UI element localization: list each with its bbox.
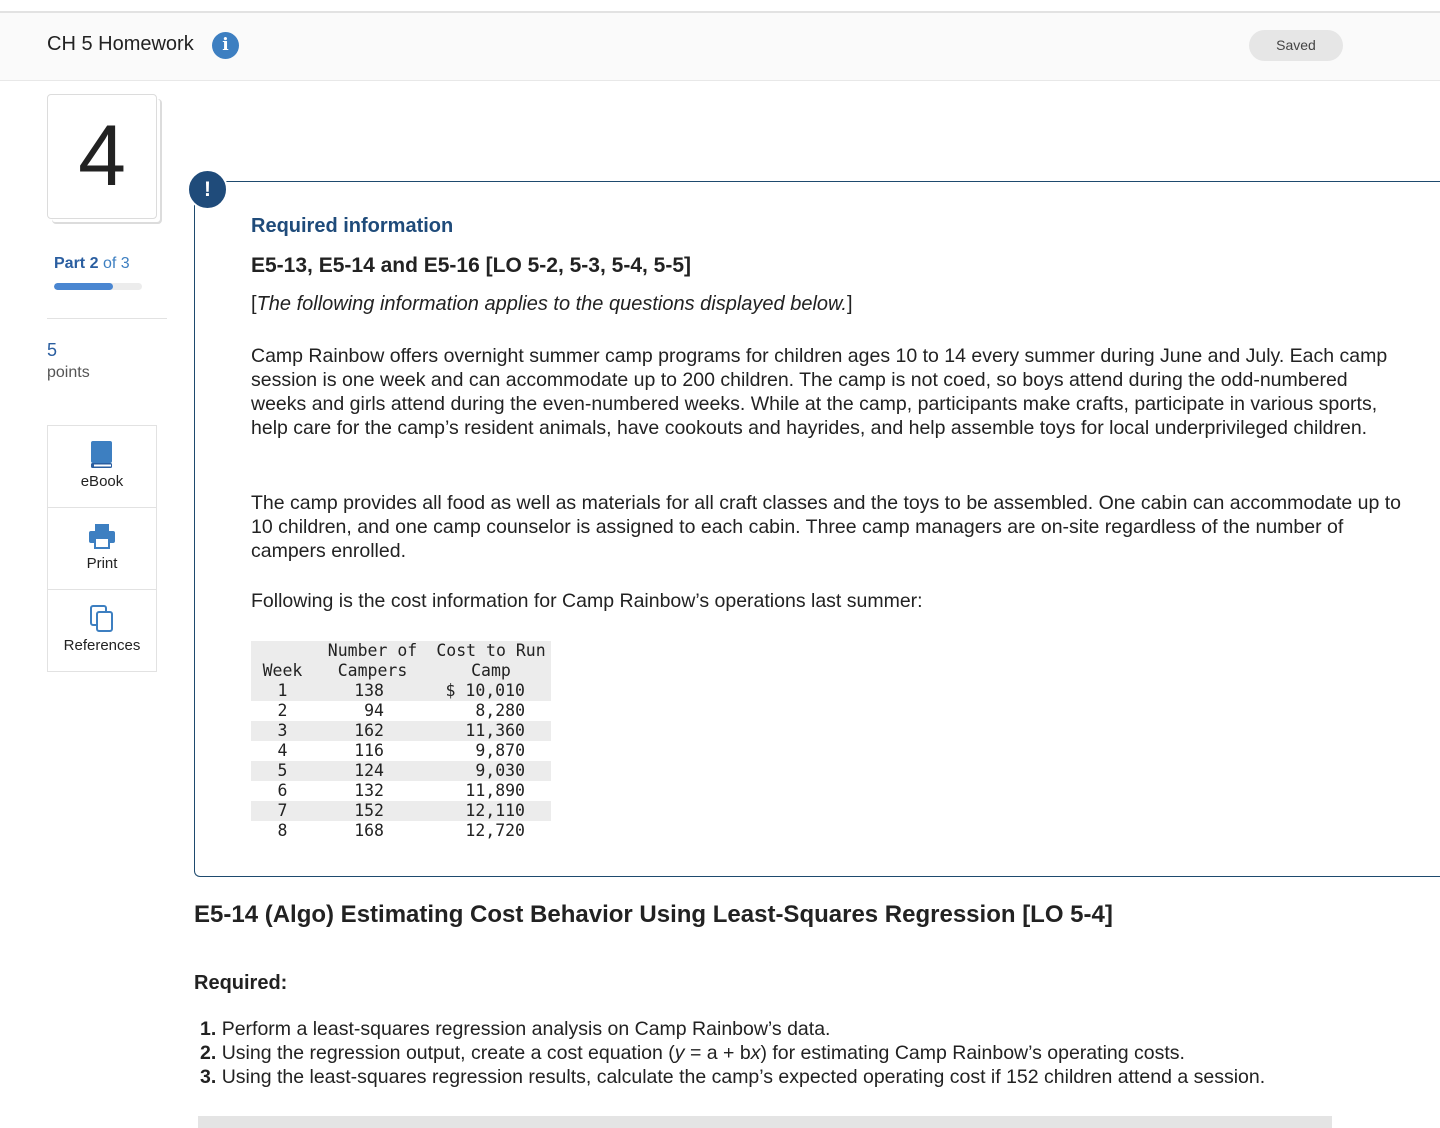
required-label: Required: [194, 972, 288, 994]
answer-area-top-edge [198, 1116, 1332, 1128]
scenario-paragraph-3: Following is the cost information for Camp Rainbow’s operations last summer: [251, 590, 923, 612]
required-information-heading: Required information [251, 215, 454, 237]
equation-x: x [750, 1042, 761, 1064]
week-cell: 7 [277, 801, 288, 820]
campers-cell: 152 [354, 801, 384, 820]
table-row [251, 781, 551, 801]
step-text: Using the least-squares regression results, calculate the camp’s expected operating cost if 152 children attend a session. [221, 1066, 1266, 1088]
campers-cell: 116 [354, 741, 384, 760]
campers-cell: 138 [354, 681, 384, 700]
week-cell: 6 [277, 781, 288, 800]
step-text: Perform a least-squares regression analysis on Camp Rainbow’s data. [221, 1018, 831, 1040]
step-number: 1. [200, 1018, 217, 1040]
applies-note [251, 293, 853, 316]
info-icon[interactable]: i [212, 32, 239, 59]
ebook-button[interactable] [47, 425, 157, 508]
table-row [251, 741, 551, 761]
scenario-paragraph-1: Camp Rainbow offers overnight summer camp programs for children ages 10 to 14 every summer during June and July. Each camp session is one week and can accommodate up to 200 children. The camp is not coed, so boys attend during the odd-numbered weeks and girls attend during the even-numbered weeks. While at the camp, participants make crafts, participate in various sports, help care for the camp’s resident animals, have cookouts and hayrides, and help assemble toys for local underprivileged children. [251, 345, 1388, 439]
scenario-paragraph-2: The camp provides all food as well as materials for all craft classes and the toys to be assembled. One cabin can accommodate up to 10 children, and one camp counselor is assigned to each cabin. Three camp managers are on-site regardless of the number of campers enrolled. [251, 492, 1401, 562]
part-total: of 3 [102, 255, 130, 272]
week-cell: 1 [277, 681, 288, 700]
step-item [200, 1017, 1420, 1041]
step-text-after: ) for estimating Camp Rainbow’s operating costs. [760, 1042, 1185, 1064]
header-campers-line2: Campers [337, 661, 408, 680]
week-cell: 8 [277, 821, 288, 840]
ebook-label: eBook [80, 473, 124, 490]
question-number-card [47, 94, 157, 219]
part-indicator [54, 255, 130, 273]
header-cost-line2: Camp [471, 661, 511, 680]
table-row [251, 701, 551, 721]
header-campers-line1: Number of [327, 641, 418, 660]
assignment-header [0, 13, 1440, 81]
campers-cell: 162 [354, 721, 384, 740]
table-row [251, 721, 551, 741]
print-button[interactable] [47, 507, 157, 590]
book-icon [88, 440, 116, 470]
table-row [251, 801, 551, 821]
applies-open-bracket: [ [251, 293, 257, 315]
points-label: points [47, 364, 90, 381]
cost-data-table [251, 641, 551, 841]
equation-y: y [674, 1042, 685, 1064]
table-row [251, 761, 551, 781]
saved-status-badge: Saved [1249, 30, 1343, 61]
part-word: Part [54, 255, 86, 272]
campers-cell: 94 [364, 701, 384, 720]
step-number: 2. [200, 1042, 217, 1064]
cost-cell: 9,030 [475, 761, 525, 780]
print-label: Print [86, 555, 118, 572]
part-progress-fill [54, 283, 113, 290]
copy-icon [88, 604, 116, 634]
header-cost [431, 641, 551, 681]
week-cell: 3 [277, 721, 288, 740]
question-title: E5-14 (Algo) Estimating Cost Behavior Using Least-Squares Regression [LO 5-4] [194, 901, 1113, 928]
cost-cell: $ 10,010 [445, 681, 525, 700]
required-steps-list [200, 1017, 1420, 1089]
header-cost-line1: Cost to Run [436, 641, 546, 660]
step-number: 3. [200, 1066, 217, 1088]
references-button[interactable] [47, 589, 157, 672]
header-campers [314, 641, 431, 681]
step-item [200, 1041, 1420, 1065]
cost-cell: 11,360 [465, 721, 525, 740]
table-header-row [251, 641, 551, 681]
cost-cell: 12,720 [465, 821, 525, 840]
equation-mid: = a + b [684, 1042, 751, 1064]
part-current: 2 [89, 255, 99, 272]
campers-cell: 168 [354, 821, 384, 840]
cost-cell: 12,110 [465, 801, 525, 820]
week-cell: 5 [277, 761, 288, 780]
week-cell: 4 [277, 741, 288, 760]
table-row [251, 681, 551, 701]
week-cell: 2 [277, 701, 288, 720]
printer-icon [88, 522, 116, 552]
campers-cell: 132 [354, 781, 384, 800]
exercise-title: E5-13, E5-14 and E5-16 [LO 5-2, 5-3, 5-4, 5-5] [251, 254, 692, 277]
part-progress-bar [54, 283, 142, 290]
cost-cell: 8,280 [475, 701, 525, 720]
applies-text: The following information applies to the questions displayed below. [256, 293, 847, 315]
rail-divider [47, 318, 167, 319]
header-week: Week [262, 661, 303, 680]
cost-cell: 11,890 [465, 781, 525, 800]
step-item [200, 1065, 1420, 1089]
references-label: References [63, 637, 141, 654]
assignment-title: CH 5 Homework [47, 33, 194, 55]
question-number: 4 [78, 108, 126, 204]
cost-cell: 9,870 [475, 741, 525, 760]
table-row [251, 821, 551, 841]
applies-close-bracket: ] [846, 293, 853, 315]
step-text-before: Using the regression output, create a cost equation ( [221, 1042, 675, 1064]
points-value: 5 [47, 340, 58, 360]
alert-icon: ! [187, 169, 228, 210]
campers-cell: 124 [354, 761, 384, 780]
